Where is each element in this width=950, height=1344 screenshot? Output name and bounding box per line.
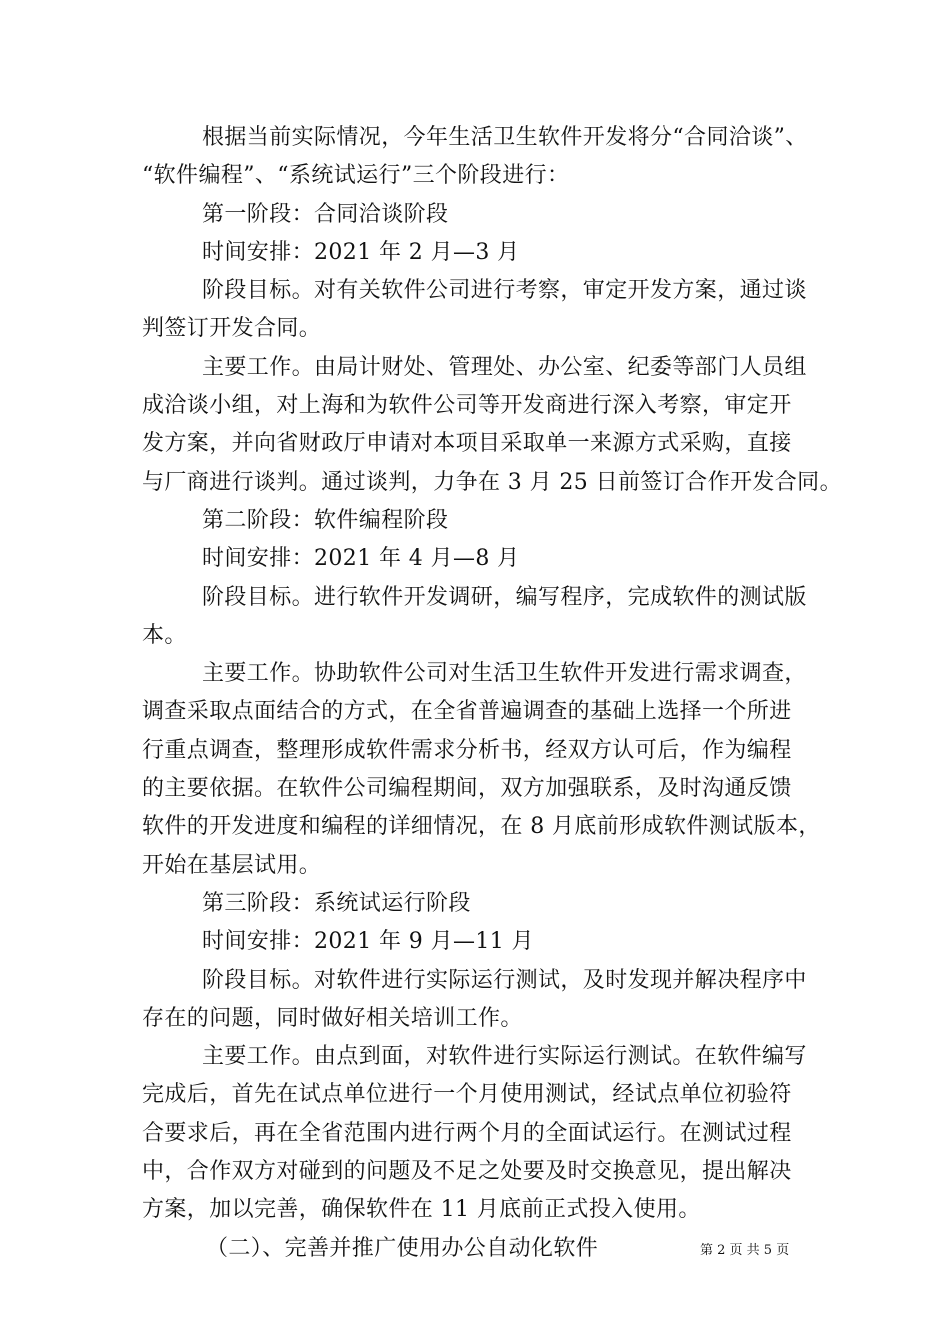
text-line: 软件的开发进度和编程的详细情况，在 8 月底前形成软件测试版本， bbox=[142, 814, 821, 840]
text-line: 行重点调查，整理形成软件需求分析书，经双方认可后，作为编程 bbox=[142, 737, 792, 763]
text-line: 与厂商进行谈判。通过谈判，力争在 3 月 25 日前签订合作开发合同。 bbox=[142, 469, 842, 495]
text-line: “软件编程”、“系统试运行”三个阶段进行： bbox=[142, 163, 570, 189]
text-line: 根据当前实际情况，今年生活卫生软件开发将分“合同洽谈”、 bbox=[202, 125, 808, 150]
text-line: 主要工作。由局计财处、管理处、办公室、纪委等部门人员组 bbox=[202, 354, 807, 380]
text-line: 第二阶段：软件编程阶段 bbox=[202, 507, 449, 533]
text-line: 开始在基层试用。 bbox=[142, 852, 322, 878]
text-line: 本。 bbox=[142, 622, 187, 648]
text-line: 合要求后，再在全省范围内进行两个月的全面试运行。在测试过程 bbox=[142, 1120, 792, 1146]
text-line: 阶段目标。对软件进行实际运行测试，及时发现并解决程序中 bbox=[202, 967, 807, 993]
text-line: 时间安排：2021 年 4 月—8 月 bbox=[202, 546, 520, 572]
text-line: （二）、完善并推广使用办公自动化软件 bbox=[206, 1235, 599, 1261]
text-line: 发方案，并向省财政厅申请对本项目采取单一来源方式采购，直接 bbox=[142, 431, 792, 457]
text-line: 第一阶段：合同洽谈阶段 bbox=[202, 201, 449, 227]
text-line: 主要工作。由点到面，对软件进行实际运行测试。在软件编写 bbox=[202, 1044, 807, 1070]
text-line: 主要工作。协助软件公司对生活卫生软件开发进行需求调查， bbox=[202, 661, 807, 687]
text-line: 时间安排：2021 年 9 月—11 月 bbox=[202, 929, 534, 955]
text-line: 判签订开发合同。 bbox=[142, 316, 322, 342]
page-number: 第 2 页 共 5 页 bbox=[700, 1243, 790, 1258]
text-line: 的主要依据。在软件公司编程期间，双方加强联系，及时沟通反馈 bbox=[142, 776, 792, 802]
text-line: 成洽谈小组，对上海和为软件公司等开发商进行深入考察，审定开 bbox=[142, 393, 792, 419]
text-line: 存在的问题，同时做好相关培训工作。 bbox=[142, 1005, 523, 1031]
text-line: 完成后，首先在试点单位进行一个月使用测试，经试点单位初验符 bbox=[142, 1082, 792, 1108]
text-line: 中，合作双方对碰到的问题及不足之处要及时交换意见，提出解决 bbox=[142, 1159, 792, 1185]
text-line: 阶段目标。进行软件开发调研，编写程序，完成软件的测试版 bbox=[202, 584, 807, 610]
text-line: 第三阶段：系统试运行阶段 bbox=[202, 890, 471, 916]
document-body bbox=[142, 119, 842, 1268]
text-line: 阶段目标。对有关软件公司进行考察，审定开发方案，通过谈 bbox=[202, 278, 807, 304]
text-line: 时间安排：2021 年 2 月—3 月 bbox=[202, 239, 520, 265]
text-line: 调查采取点面结合的方式，在全省普遍调查的基础上选择一个所进 bbox=[142, 699, 792, 725]
text-line: 方案，加以完善，确保软件在 11 月底前正式投入使用。 bbox=[142, 1197, 701, 1223]
